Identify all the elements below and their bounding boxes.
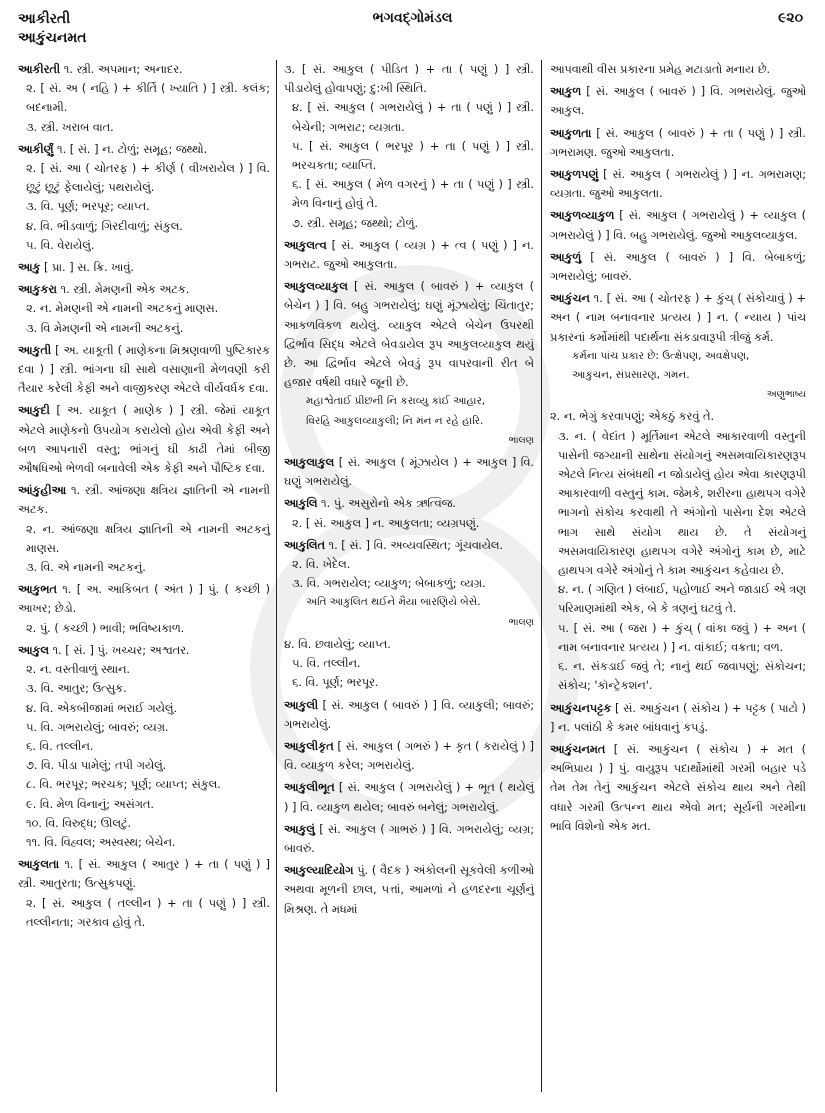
entry-text: ૩. વિ. આતુર; ઉત્સુક. — [26, 682, 127, 696]
entry-sense — [550, 699, 806, 737]
entry-text: ૨. વિ. ખેદેલ. — [292, 558, 351, 572]
entry-sense — [284, 635, 534, 654]
entry-headword: આકુભત — [18, 583, 57, 597]
entry-text: ૩. ન. ( વેદાંત ) મૂર્તિમાન એટલે આકારવાળી વસ્તુની પાસેની જગ્યાની સાથેના સંયોગનું અસમવાયિકારણરૂપ એટલે નિત્ય સંબંધથી ન જોડાયેલું હોય એવા કારણરૂપી આકારવાળી વસ્તુનું કામ. જેમકે, શરીરના હાથપગ વગેરે ભાગનો સંકોચ કરવાથી તે અંગોનો પાસેના દેશ એટલે ભાગ સાથે સંયોગ થાય છે. તે સંયોગનું અસમવાયિકારણ હાથપગ વગેરે અંગોનું કામ છે, માટે હાથપગ વગેરે અંગોનું તે કામ આકુંચન કહેવાય છે. — [558, 429, 806, 578]
entry-headword: આકુકરા — [18, 283, 57, 297]
entry-headword: આકુળ — [550, 85, 582, 99]
entry-sense — [284, 453, 534, 491]
entry-text: ૨. [ સં. આ ( ચોતરફ ) + કીર્ણ ( વીખરાયેલ ) ] વિ. છૂટું છૂટું ફેલાયેલું; પથરાયેલું. — [26, 162, 270, 195]
entry-sense — [18, 60, 270, 79]
dictionary-entry — [284, 236, 534, 274]
dictionary-entry — [284, 778, 534, 816]
entry-sense — [284, 236, 534, 274]
dictionary-entry — [284, 453, 534, 491]
entry-headword: આકુળું — [550, 250, 582, 264]
entry-quote: મહાશ્વેતાઈ પ્રીછની નિ કરાવ્યુ કાંઈ આહાર, — [306, 395, 486, 408]
entry-text: ૪. વિ. ભીડવાળું; ગિરદીવાળું; સંકુલ. — [26, 219, 183, 233]
entry-quote: કર્મના પાંચ પ્રકાર છે: ઉત્ક્ષેપણ, અવક્ષેપણ, — [572, 349, 750, 362]
entry-sense — [284, 673, 534, 692]
dictionary-entry — [284, 60, 534, 233]
dictionary-entry — [284, 277, 534, 450]
entry-sense — [18, 197, 270, 216]
entry-text: ૨. ન. ભેગું કરવાપણું; એકઠું કરવું તે. — [550, 410, 715, 424]
entry-text: [ સં. આકુલ ( વ્યગ્ર ) + ત્વ ( પણું ) ] ન. ગભરાટ. જુઓ આકુલતા. — [284, 238, 535, 272]
entry-text: [ સં. આકુલ ( બાવરું ) ] વિ. વ્યાકુલી; બાવરું; ગભરાયેલું. — [284, 698, 534, 731]
entry-sense — [284, 574, 534, 593]
dictionary-entry — [550, 699, 806, 737]
entry-text: ૨. [ સં. અ ( નહિ ) + કીર્તિ ( ખ્યાતિ ) ] સ્ત્રી. કલંક; બદનામી. — [26, 82, 270, 115]
entry-text: પું. ( વૈદક ) અંકોલની સૂકવેલી કળીઓ અથવા મૂળની છાલ, પત્તાં, આમળાં ને હળદરના ચૂર્ણનું મિશ્રણ. તે મધમાં — [284, 864, 535, 916]
entry-sense — [284, 555, 534, 574]
entry-headword: આકુલિત — [284, 538, 325, 552]
entry-text: [ સં. આકુલ ( ગભરાયેલું ) + વ્યાકુલ ( ગભરાયેલું ) ] વિ. બહુ ગભરાયેલું. જુઓ આકુલવ્યાકુલ. — [550, 209, 806, 242]
entry-sense — [550, 657, 806, 695]
dictionary-entry — [18, 401, 270, 478]
entry-headword: આકુંચનમત — [550, 742, 606, 756]
entry-sense — [550, 124, 806, 162]
quote-source: ભાલણ — [508, 434, 534, 446]
entry-headword: આકુળતા — [550, 126, 592, 140]
entry-text: [ સં. આકુલ ( મૂંઝાયેલ ) + આકુલ ] વિ. ઘણું ગભરાયેલું. — [284, 456, 534, 489]
entry-text: ૪. ન. ( ગણિત ) લંબાઈ, પહોળાઈ અને જાડાઈ એ ત્રણ પરિમાણમાંથી એક, બે કે ત્રણનું ઘટવું તે. — [558, 583, 806, 616]
dictionary-entry — [550, 407, 806, 695]
dictionary-entry — [18, 258, 270, 277]
entry-sense — [18, 520, 270, 558]
entry-sense — [18, 679, 270, 698]
dictionary-entry — [550, 82, 806, 120]
entry-text: ૫. વિ. ગભરાયેલું; બાવરું; વ્યગ્ર. — [26, 720, 169, 734]
dictionary-entry — [18, 280, 270, 338]
entry-sense — [550, 580, 806, 618]
dictionary-entry — [18, 341, 270, 399]
entry-text: ૭. સ્ત્રી. સમૂહ; જથ્થો; ટોળું. — [292, 216, 419, 230]
entry-sense — [18, 217, 270, 236]
page-title: ભગવદ્ગોમંડલ — [372, 10, 453, 26]
entry-text: [ અ. યાકૂતી ( માણેકના મિશ્રણવાળી પુષ્ટિકારક દવા ) ] સ્ત્રી. ભાંગના ઘી સાથે વસાણાની મેળવણી કરી તૈયાર કરેલી કેફી અને વાજીકરણ એટલે વીર્યવર્ધક દવા. — [18, 343, 271, 396]
entry-sense — [18, 341, 270, 399]
entry-headword: આંકુહીઆ — [18, 484, 66, 498]
dictionary-entry — [284, 820, 534, 858]
entry-text: ૧. [ સં. ] પું. ખચ્ચર; અશ્વતર. — [52, 643, 190, 657]
entry-sense — [284, 696, 534, 734]
dictionary-entry — [18, 855, 270, 932]
entry-sense — [18, 79, 270, 117]
entry-text: ૩. [ સં. આકુલ ( પીડિત ) + તા ( પણું ) ] સ્ત્રી. પીડાયેલું હોવાપણું; દુ:ખી સ્થિતિ. — [284, 63, 534, 96]
entry-sense — [18, 718, 270, 737]
entry-text: ૮. વિ. ભરપૂર; ભરચક; પૂર્ણ; વ્યાપ્ત; સંકુલ. — [26, 778, 221, 792]
entry-sense — [18, 737, 270, 756]
dictionary-entry — [284, 635, 534, 693]
entry-text: ૩. વિ. ગભરાયેલ; વ્યાકુળ; બેબાકળું; વ્યગ્ર. — [292, 577, 486, 591]
entry-sense — [284, 861, 534, 919]
dictionary-entry — [284, 737, 534, 775]
entry-text: ૧. [ સં. આકુલ ( આતુર ) + તા ( પણું ) ] સ્ત્રી. આતુરતા; ઉત્સુકપણું. — [18, 858, 270, 891]
column-divider — [276, 60, 277, 1092]
entry-text: ૯. વિ. મેળ વિનાનું; અસંગત. — [26, 797, 155, 811]
entry-text: ૫. [ સં. આકુલ ( ભરપૂર ) + તા ( પણું ) ] સ્ત્રી. ભરચકતા; વ્યાપ્તિ. — [292, 139, 534, 173]
quote-source: ભાલણ — [508, 616, 534, 628]
entry-sense — [284, 514, 534, 533]
dictionary-entry — [18, 60, 270, 137]
entry-sense — [284, 778, 534, 816]
page-number: ૯૨૦ — [778, 10, 803, 26]
entry-headword: આકુદી — [18, 404, 50, 418]
entry-sense — [18, 258, 270, 277]
dictionary-entry — [18, 481, 270, 577]
entry-sense — [284, 214, 534, 233]
guide-word-first: આકીરતી — [18, 11, 71, 27]
entry-text: આપવાથી વીસ પ્રકારના પ્રમેહ મટાડાતો મનાય છે. — [550, 63, 771, 76]
entry-headword: આકુતી — [18, 343, 52, 357]
guide-word-last: આકુંચનમત — [18, 30, 87, 46]
entry-sense — [18, 401, 270, 478]
entry-sense — [550, 427, 806, 581]
dictionary-entry — [18, 580, 270, 638]
entry-text: ૫. વિ. તલ્લીન. — [292, 657, 361, 671]
entry-text: ૬. વિ. પૂર્ણ; ભરપૂર. — [292, 676, 379, 690]
entry-text: ૬. વિ. તલ્લીન. — [26, 739, 94, 753]
entry-text: ૩. વિ. એ નામની અટકનું. — [26, 561, 146, 575]
entry-sense — [18, 619, 270, 638]
dictionary-entry — [284, 861, 534, 919]
entry-sense — [18, 660, 270, 679]
entry-sense — [18, 236, 270, 255]
dictionary-entry — [550, 165, 806, 203]
entry-sense — [284, 654, 534, 673]
entry-text: ૫. [ સં. આ ( જરા ) + કુંચ્ ( વાંકા જવું ) + અન ( નામ બનાવનાર પ્રત્યય ) ] ન. વાંકાઈ; વક્રતા; વળ. — [558, 621, 806, 654]
entry-sense — [18, 118, 270, 137]
entry-text: ૨. ન. આંજણા ક્ષત્રિય જ્ઞાતિની એ નામની અટકનું માણસ. — [26, 522, 270, 555]
entry-text: ૧. [ સં. આ ( ચોતરફ ) + કુંચ્ ( સંકોચાવું ) + અન ( નામ બનાવનાર પ્રત્યય ) ] ન. ( ન્યાય ) પાંચ પ્રકારનાં કર્મોમાંથી પદાર્થના સંકડાવારૂપી ત્રીજું કર્મ. — [550, 292, 806, 344]
dictionary-entry — [284, 494, 534, 532]
entry-sense — [18, 641, 270, 660]
entry-text: [ સં. આકુંચન ( સંકોચ ) + મત ( અભિપ્રાય ) ] પું. વાયુરૂપ પદાર્થોમાંથી ગરમી બહાર પડે તેમ તેમ તેનું આકુંચન એટલે સંકોચ થાય અને તેથી વધારે ગરમી ઉત્પન્ન થાય એવો મત; સૂર્યની ગરમીના ભાવિ વિશેનો એક મત. — [550, 742, 806, 833]
entry-text: ૧. સ્ત્રી. મેમણની એક અટક. — [60, 283, 190, 297]
entry-headword: આકુળવ્યાકુળ — [550, 209, 615, 223]
entry-text: ૨. ન. મેમણની એ નામની અટકનું માણસ. — [26, 302, 219, 316]
entry-text: [ સં. આકુલ ( ગભરાયેલું ) + ભૂત ( થયેલું ) ] વિ. વ્યાકુળ થયેલ; બાવરું બનેલું; ગભરાયેલું. — [284, 781, 534, 814]
entry-sense — [18, 299, 270, 318]
entry-text: ૧. સ્ત્રી. આંજણા ક્ષત્રિય જ્ઞાતિની એ નામની અટક. — [18, 484, 270, 517]
column-3 — [550, 60, 806, 839]
entry-quote: અતિ આકુલિત થઈને મૈયા બારણિયે બેસે. — [306, 596, 481, 609]
entry-headword: આકીરતી — [18, 63, 61, 76]
entry-sense — [284, 737, 534, 775]
entry-sense — [284, 98, 534, 136]
entry-headword: આકુંચનપટ્ટક — [550, 701, 612, 715]
dictionary-entry — [550, 206, 806, 244]
entry-sense — [284, 536, 534, 555]
entry-text: ૨. પું. ( કચ્છી ) ભાવી; ભવિષ્યકાળ. — [26, 621, 185, 635]
entry-text: [ સં. આકુલ ( ગભરું ) + કૃત ( કરાયેલું ) ] વિ. વ્યાકુળ કરેલ; ગભરાયેલું. — [284, 739, 534, 773]
entry-text: ૧. [ સં. ] વિ. અવ્યવસ્થિત; ગૂંચવાયેલ. — [328, 538, 504, 552]
entry-sense — [18, 280, 270, 299]
entry-sense — [550, 82, 806, 120]
entry-sense — [18, 775, 270, 794]
entry-sense — [18, 699, 270, 718]
column-divider — [541, 60, 542, 1092]
entry-quote: આકુંચન, સંપ્રસારણ, ગમન. — [572, 369, 690, 382]
entry-headword: આકુલું — [284, 822, 315, 836]
entry-sense — [550, 740, 806, 836]
entry-text: [ અ. યાકૂત ( માણેક ) ] સ્ત્રી. જેમાં યાકૂત એટલે માણેકનો ઉપયોગ કરાયેલો હોય એવી કેફી અને બળ આપનારી વસ્તુ; ભાંગનું ઘી કાઢી તેમાં બીજી ઔષધિઓ ભેળવી બનાવેલી એક કેફી અને પૌષ્ટિક દવા. — [18, 404, 270, 476]
entry-text: ૧. સ્ત્રી. અપમાન; અનાદર. — [63, 63, 183, 76]
entry-sense — [550, 165, 806, 203]
entry-sense — [18, 159, 270, 197]
dictionary-entry — [550, 60, 806, 79]
entry-sense — [18, 855, 270, 893]
entry-text: ૪. વિ. એકબીજામાં ભરાઈ ગયેલું. — [26, 701, 178, 715]
entry-text: ૩. સ્ત્રી. ખરાબ વાત. — [26, 120, 114, 134]
entry-sense — [550, 206, 806, 244]
entry-sense — [18, 894, 270, 932]
dictionary-entry — [18, 641, 270, 852]
entry-headword: આકુંચન — [550, 292, 590, 306]
entry-sense — [284, 277, 534, 392]
entry-headword: આકુલત્વ — [284, 238, 327, 252]
entry-sense — [550, 60, 806, 79]
entry-headword: આકુલતા — [18, 858, 60, 872]
entry-text: [ સં. આકુલ ( બાવરું ) + તા ( પણું ) ] સ્ત્રી. ગભરામણ. જુઓ આકુલતા. — [550, 126, 806, 159]
entry-headword: આકુલ્યાદિયોગ — [284, 864, 354, 878]
dictionary-entry — [550, 740, 806, 836]
entry-text: ૧૧. વિ. વિહ્વલ; અસ્વસ્થ; બેચેન. — [26, 835, 176, 849]
entry-sense — [284, 137, 534, 175]
entry-sense — [284, 60, 534, 98]
entry-text: ૭. વિ. પીડા પામેલું; તપી ગયેલું. — [26, 759, 167, 773]
entry-text: ૩. વિ. પૂર્ણ; ભરપૂર; વ્યાપ્ત. — [26, 200, 150, 214]
quote-source: અણુભાષ્ય — [766, 389, 806, 401]
entry-text: [ સં. આકુલ ( ગાભરું ) ] વિ. ગભરાયેલું; વ્યગ્ર; બાવરું. — [284, 822, 534, 855]
dictionary-entry — [550, 124, 806, 162]
dictionary-entry — [550, 289, 806, 404]
entry-sense — [18, 558, 270, 577]
entry-text: [ સં. આકુલ ( બાવરું ) ] વિ. બેબાકળું; ગભરાયેલું; બાવરું. — [550, 250, 806, 284]
entry-text: ૧. [ અ. આકિબત ( અંત ) ] પું. ( કચ્છી ) આખર; છેડો. — [18, 583, 270, 616]
dictionary-entry — [550, 248, 806, 286]
entry-text: [ સં. આકુલ ( બાવરું ) + વ્યાકુલ ( બેચેન ) ] વિ. બહુ ગભરાયેલું; ઘણું મૂંઝાયેલું; ચિંતાતુર; આકળવિકળ થયેલું. વ્યાકુલ એટલે બેચેન ઉપરથી દ્વિર્ભાવ સિદ્ધ એટલે બેવડાયેલ રૂપ આકુલવ્યાકુલ થયું છે. આ દ્વિર્ભાવ એટલે બેવડું રૂપ વાપરવાની રીત બે હજાર વર્ષથી વધારે જૂની છે. — [284, 280, 535, 390]
entry-headword: આકુલિ — [284, 497, 318, 511]
entry-headword: આકુલ — [18, 643, 49, 657]
entry-text: ૨. ન. વસ્તીવાળું સ્થાન. — [26, 663, 131, 677]
entry-sense — [284, 175, 534, 213]
entry-headword: આકુલાકુલ — [284, 456, 335, 470]
entry-text: ૧. [ સં. ] ન. ટોળું; સમૂહ; જથ્થો. — [57, 142, 208, 156]
entry-sense — [18, 814, 270, 833]
entry-headword: આકુલીભૂત — [284, 781, 335, 795]
entry-text: ૧. પું. અસુરોનો એક ઋત્વિજ. — [321, 497, 456, 511]
entry-sense — [550, 407, 806, 426]
entry-sense — [284, 820, 534, 858]
entry-text: ૪. [ સં. આકુલ ( ગભરાયેલું ) + તા ( પણું ) ] સ્ત્રી. બેચેની; ગભરાટ; વ્યગ્રતા. — [292, 101, 534, 134]
dictionary-entry — [18, 140, 270, 255]
entry-text: [ સં. આકુલ ( ગભરાયેલું ) ] ન. ગભરામણ; વ્યગ્રતા. જુઓ આકુલતા. — [550, 168, 807, 201]
entry-sense — [18, 481, 270, 519]
entry-headword: આકીર્ણું — [18, 142, 54, 156]
column-1 — [18, 60, 270, 935]
entry-sense — [284, 494, 534, 513]
entry-text: [ સં. આકુંચન ( સંકોચ ) + પટ્ટક ( પાટો ) ] ન. પલાંઠી કે કમર બાંધવાનું કપડું. — [550, 701, 807, 734]
entry-sense — [550, 619, 806, 657]
entry-sense — [18, 833, 270, 852]
dictionary-entry — [284, 696, 534, 734]
column-2 — [284, 60, 534, 922]
entry-sense — [18, 795, 270, 814]
entry-sense — [18, 319, 270, 338]
entry-text: ૨. [ સં. આકુલ ] ન. આકુલતા; વ્યગ્રપણું. — [292, 516, 480, 530]
entry-text: ૫. વિ. વેરાયેલું. — [26, 238, 95, 252]
entry-quote: વિરહિ આકુલવ્યાકુલી; નિ મંન ન રહે હારિ. — [306, 414, 484, 427]
entry-sense — [18, 756, 270, 775]
entry-headword: આકુલવ્યાકુલ — [284, 280, 348, 294]
entry-text: [ સં. આકુલ ( બાવરું ) ] વિ. ગભરાયેલું. જુઓ આકુલ. — [550, 85, 807, 118]
entry-headword: આકુલી — [284, 698, 319, 712]
entry-headword: આકુ — [18, 261, 41, 275]
entry-text: ૪. વિ. છવાયેલું; વ્યાપ્ત. — [284, 637, 391, 651]
entry-sense — [550, 289, 806, 347]
dictionary-entry — [284, 536, 534, 632]
entry-text: ૬. [ સં. આકુલ ( મેળ વગરનું ) + તા ( પણું ) ] સ્ત્રી. મેળ વિનાનું હોવું તે. — [292, 178, 534, 211]
entry-headword: આકુલીકૃત — [284, 739, 334, 753]
entry-sense — [18, 140, 270, 159]
entry-text: ૬. ન. સંકડાઈ જવું તે; નાનું થઈ જવાપણું; સંકોચન; સંકોચ; 'કૉન્ટ્રેકશન'. — [558, 660, 806, 693]
entry-headword: આકુળપણું — [550, 168, 599, 182]
entry-text: ૨. [ સં. આકુલ ( તલ્લીન ) + તા ( પણું ) ] સ્ત્રી. તલ્લીનતા; ગરકાવ હોવું તે. — [26, 896, 270, 929]
entry-text: ૧૦. વિ. વિરુદ્ધ; ઊલટું. — [26, 816, 132, 830]
entry-text: [ પ્રા. ] સ. ક્રિ. ખાવું. — [43, 261, 134, 275]
entry-sense — [550, 248, 806, 286]
entry-sense — [18, 580, 270, 618]
entry-text: ૩. વિ મેમણની એ નામની અટકનું. — [26, 321, 184, 335]
